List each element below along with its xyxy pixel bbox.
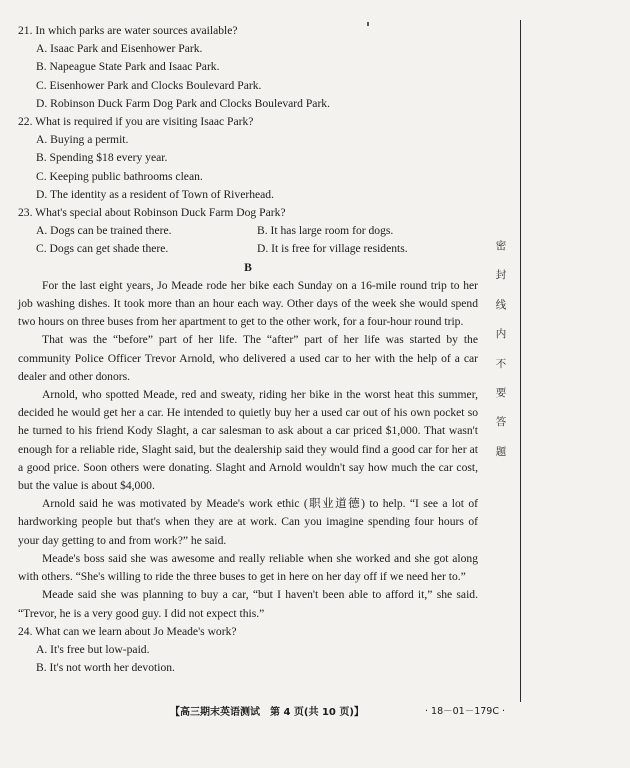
- question-21: [18, 22, 478, 113]
- passage-paragraph: For the last eight years, Jo Meade rode her bike each Sunday on a 16-mile round trip to her job washing dishes. It took more than an hour each way. Other days of the week she would spend two hours on three buses from her apartment to get to the other work, for a four-hour round trip.: [18, 278, 478, 329]
- option-b: B. Spending $18 every year.: [36, 151, 168, 165]
- seal-char: 封: [495, 269, 507, 282]
- option-c: C. Dogs can get shade there.: [36, 242, 169, 256]
- option-a: A. Buying a permit.: [36, 133, 129, 147]
- seal-char: 密: [495, 240, 507, 252]
- option-c: C. Keeping public bathrooms clean.: [36, 169, 203, 183]
- option-a: A. It's free but low-paid.: [36, 642, 150, 656]
- option-row: [36, 240, 478, 258]
- option-c: C. Eisenhower Park and Clocks Boulevard Park.: [36, 78, 262, 92]
- seal-notice: [490, 238, 512, 473]
- passage-paragraph: That was the “before” part of her life. The “after” part of her life was started by the community Police Officer Trevor Arnold, who delivered a used car to her with the help of a car dealer and other donors.: [18, 333, 478, 383]
- passage: [18, 277, 478, 623]
- seal-char: 题: [495, 445, 507, 458]
- seal-char: 内: [495, 328, 507, 341]
- option-b: B. It's not worth her devotion.: [36, 661, 175, 675]
- passage-paragraph: Arnold said he was motivated by Meade's work ethic (职业道德) to help. “I see a lot of hardworking people but that's when they are at work. Can you imagine spending four hours of your day getting to and from work?” he said.: [18, 497, 478, 547]
- seal-char: 线: [495, 298, 507, 311]
- question-23: [18, 204, 478, 259]
- option-d: D. It is free for village residents.: [257, 242, 408, 256]
- option-d: D. Robinson Duck Farm Dog Park and Clocks Boulevard Park.: [36, 96, 330, 110]
- page-footer: [0, 703, 630, 719]
- option-a: A. Isaac Park and Eisenhower Park.: [36, 42, 203, 56]
- question-24: [18, 623, 478, 678]
- question-stem: 22. What is required if you are visiting Isaac Park?: [18, 115, 254, 129]
- option-b: B. Napeague State Park and Isaac Park.: [36, 60, 220, 74]
- option-row: [36, 222, 478, 240]
- question-stem: 24. What can we learn about Jo Meade's work?: [18, 624, 237, 638]
- footer-page-info: 【高三期末英语测试 第 4 页(共 10 页)】: [170, 707, 364, 718]
- option-b: B. It has large room for dogs.: [257, 224, 394, 238]
- option-a: A. Dogs can be trained there.: [36, 224, 172, 238]
- question-stem: 21. In which parks are water sources available?: [18, 24, 238, 37]
- seal-char: 答: [495, 416, 507, 429]
- passage-paragraph: Meade said she was planning to buy a car, “but I haven't been able to afford it,” she said. “Trevor, he is a very good guy. I did not expect this.”: [18, 588, 478, 620]
- footer-code: · 18－01－179C ·: [425, 706, 506, 717]
- page-content: [18, 22, 478, 677]
- seal-char: 不: [495, 357, 507, 370]
- seal-char: 要: [495, 386, 507, 399]
- passage-paragraph: Arnold, who spotted Meade, red and sweaty, riding her bike in the worst heat this summer, decided he would get her a car. He intended to quietly buy her a used car out of his own pocket so he turned to his friend Kody Slaght, a car salesman to ask about a car priced $1,000. That wasn't enough for a reliable ride, Slaght said, but the dealership said they would find a good car for her at a good price. Soon others were donating. Slaght and Arnold wouldn't say how much the car cost, but the value is about $4,000.: [18, 388, 478, 493]
- question-22: [18, 113, 478, 204]
- section-label: B: [244, 260, 252, 274]
- passage-paragraph: Meade's boss said she was awesome and really reliable when she worked and she got along with others. “She's willing to ride the three buses to get in here on her day off if we need her to.”: [18, 551, 478, 584]
- question-stem: 23. What's special about Robinson Duck Farm Dog Park?: [18, 206, 286, 220]
- binding-line: [520, 20, 521, 702]
- option-d: D. The identity as a resident of Town of Riverhead.: [36, 187, 274, 201]
